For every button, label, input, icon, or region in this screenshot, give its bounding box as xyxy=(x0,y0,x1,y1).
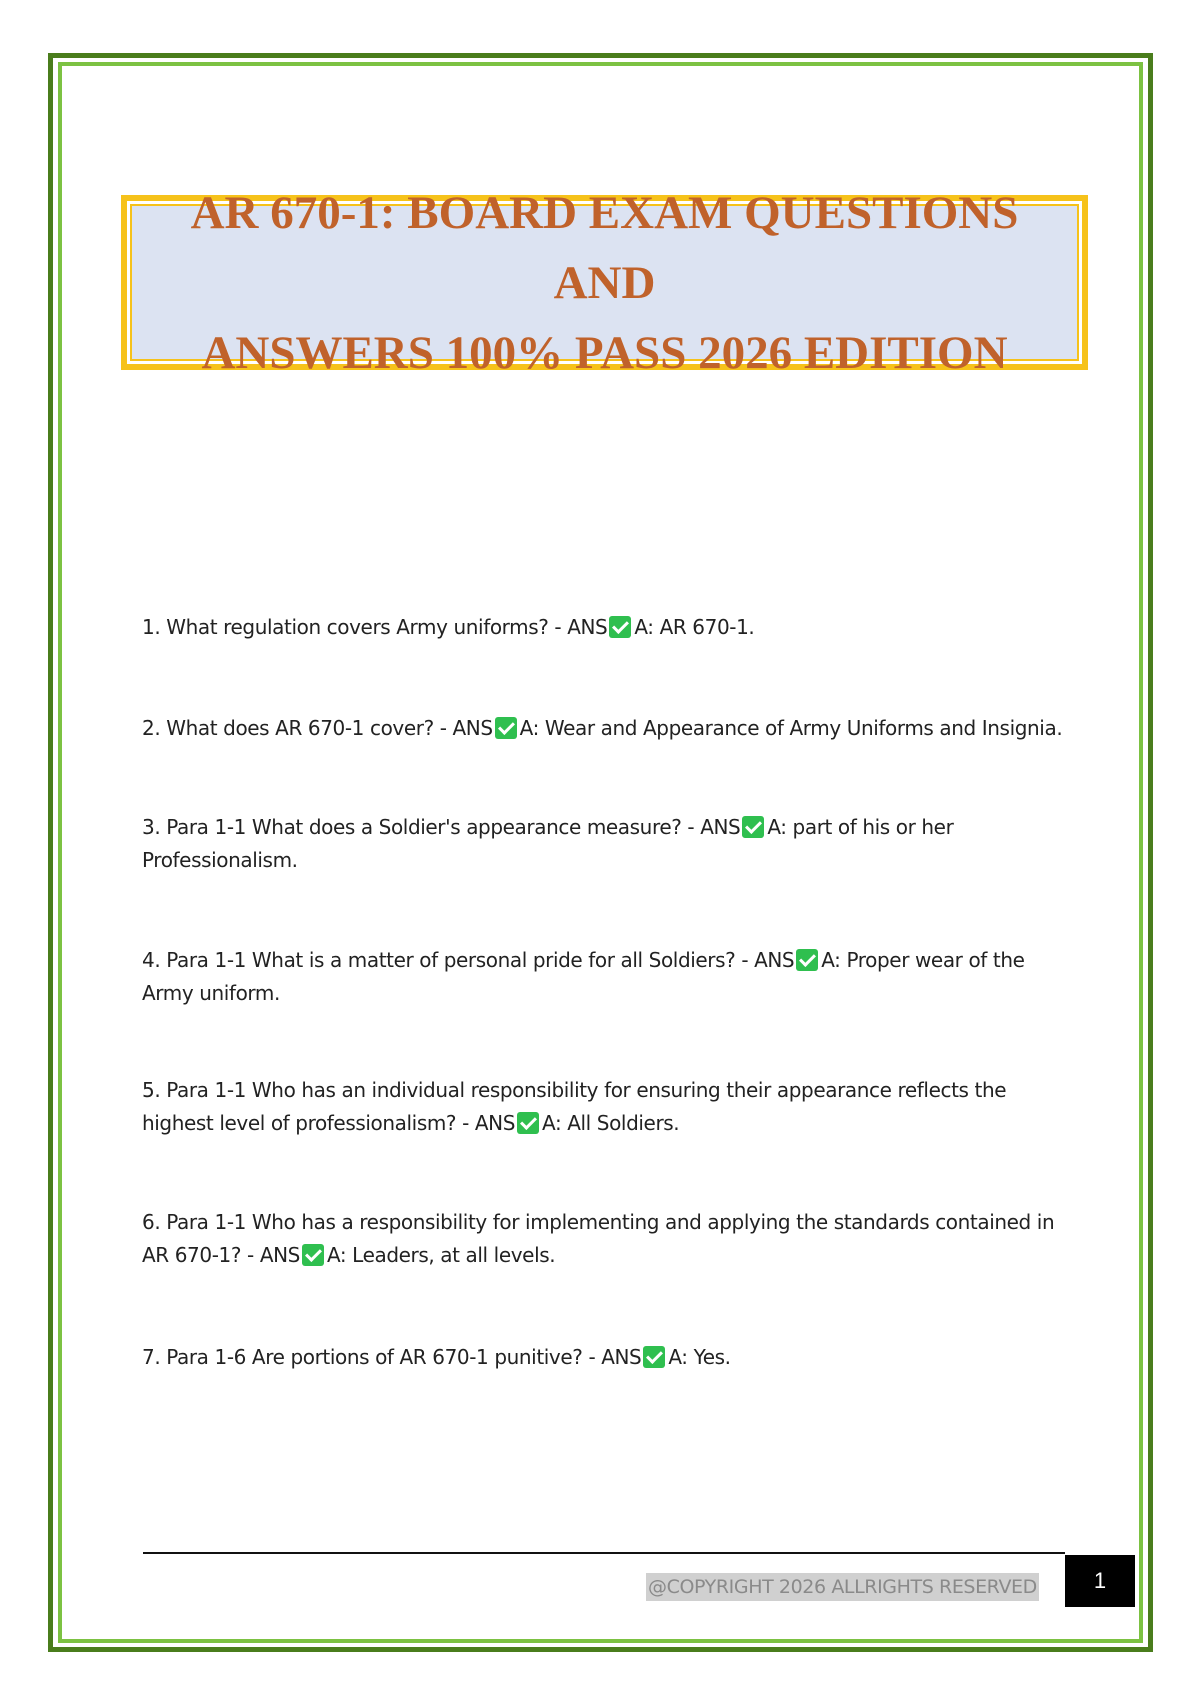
question-text: 4. Para 1-1 What is a matter of personal pride for all Soldiers? - xyxy=(142,948,755,972)
green-checkmark-icon xyxy=(742,816,764,838)
answer-marker: ANS xyxy=(452,716,493,740)
answer-text: A: Wear and Appearance of Army Uniforms and Insignia. xyxy=(519,716,1063,740)
title-line-2: ANSWERS 100% PASS 2026 EDITION xyxy=(201,326,1008,379)
title-banner xyxy=(121,186,1088,379)
answer-marker: ANS xyxy=(700,815,741,839)
answer-text: A: AR 670-1. xyxy=(634,615,755,639)
question-item-2 xyxy=(142,712,1072,745)
answer-marker: ANS xyxy=(567,615,608,639)
answer-marker: ANS xyxy=(754,948,795,972)
answer-text: A: Proper wear of the Army uniform. xyxy=(142,948,1025,1005)
answer-text: A: Yes. xyxy=(668,1345,731,1369)
title-line-1: AR 670-1: BOARD EXAM QUESTIONS AND xyxy=(190,186,1019,309)
question-text: 5. Para 1-1 Who has an individual responsibility for ensuring their appearance reflects the highest level of professionalism? - xyxy=(142,1078,1007,1135)
answer-marker: ANS xyxy=(601,1345,642,1369)
answer-marker: ANS xyxy=(474,1111,516,1135)
question-text: 2. What does AR 670-1 cover? - xyxy=(142,716,453,740)
green-checkmark-icon xyxy=(495,717,517,739)
question-text: 3. Para 1-1 What does a Soldier's appearance measure? - xyxy=(142,815,701,839)
footer-divider xyxy=(143,1552,1065,1554)
question-item-7 xyxy=(142,1341,1072,1374)
page-number: 1 xyxy=(1065,1555,1135,1607)
question-item-3 xyxy=(142,811,1072,877)
document-title xyxy=(127,178,1082,388)
green-checkmark-icon xyxy=(796,949,818,971)
green-checkmark-icon xyxy=(643,1346,665,1368)
question-item-5 xyxy=(142,1074,1072,1140)
answer-text: A: Leaders, at all levels. xyxy=(326,1243,556,1267)
copyright-notice: @COPYRIGHT 2026 ALLRIGHTS RESERVED xyxy=(646,1573,1039,1601)
answer-text: A: part of his or her Professionalism. xyxy=(142,815,954,872)
question-item-1 xyxy=(142,611,1072,644)
green-checkmark-icon xyxy=(517,1112,539,1134)
answer-marker: ANS xyxy=(259,1243,300,1267)
answer-text: A: All Soldiers. xyxy=(542,1111,680,1135)
green-checkmark-icon xyxy=(609,616,631,638)
question-text: 7. Para 1-6 Are portions of AR 670-1 punitive? - xyxy=(142,1345,602,1369)
question-text: 1. What regulation covers Army uniforms? - xyxy=(142,615,568,639)
question-item-6 xyxy=(142,1206,1072,1272)
question-text: 6. Para 1-1 Who has a responsibility for implementing and applying the standards contained in AR 670-1? - xyxy=(142,1210,1055,1267)
green-checkmark-icon xyxy=(302,1244,324,1266)
question-item-4 xyxy=(142,944,1072,1010)
